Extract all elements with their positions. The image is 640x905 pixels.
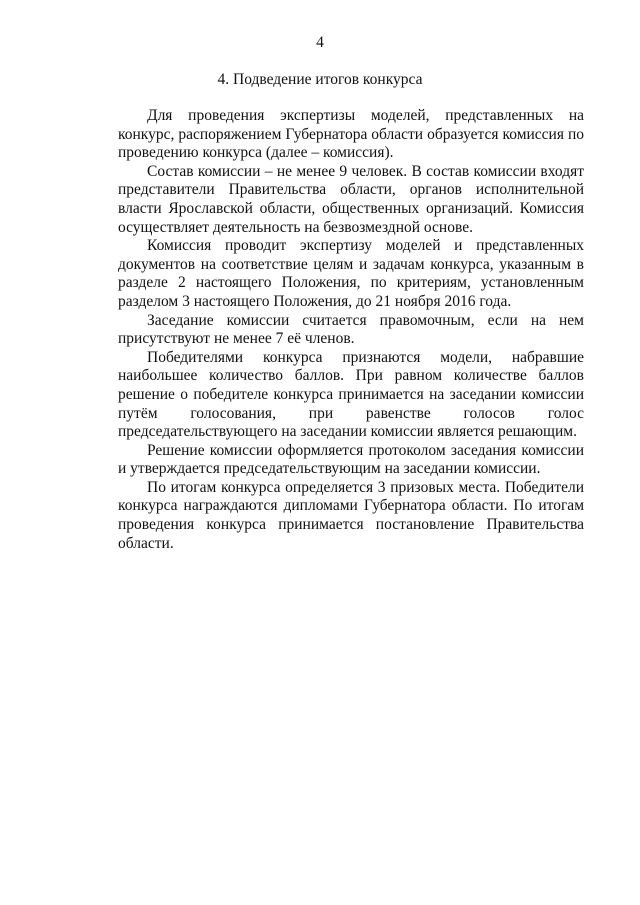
paragraph-quorum: Заседание комиссии считается правомочным, если на нем присутствуют не менее 7 её членов. xyxy=(118,311,584,348)
paragraph-commission-composition: Состав комиссии – не менее 9 человек. В состав комиссии входят представители Правительства области, органов исполнительной власти Ярославской области, общественных организаций. Комиссия осуществляет деятельность на безвозмездной основе. xyxy=(118,162,584,236)
document-body xyxy=(118,107,584,553)
paragraph-prizes: По итогам конкурса определяется 3 призовых места. Победители конкурса награждаются дипломами Губернатора области. По итогам проведения конкурса принимается постановление Правительства области. xyxy=(118,478,584,552)
paragraph-protocol: Решение комиссии оформляется протоколом заседания комиссии и утверждается председательствующим на заседании комиссии. xyxy=(118,441,584,478)
section-title: 4. Подведение итогов конкурса xyxy=(217,71,423,88)
page-number: 4 xyxy=(316,34,324,51)
paragraph-winners: Победителями конкурса признаются модели, набравшие наибольшее количество баллов. При равном количестве баллов решение о победителе конкурса принимается на заседании комиссии путём голосования, при равенстве голосов голос председательствующего на заседании комиссии является решающим. xyxy=(118,348,584,441)
paragraph-expert-review: Комиссия проводит экспертизу моделей и представленных документов на соответствие целям и задачам конкурса, указанным в разделе 2 настоящего Положения, по критериям, установленным разделом 3 настоящего Положения, до 21 ноября 2016 года. xyxy=(118,237,584,310)
paragraph-expert-commission: Для проведения экспертизы моделей, представленных на конкурс, распоряжением Губернатора области образуется комиссия по проведению конкурса (далее – комиссия). xyxy=(118,107,584,162)
